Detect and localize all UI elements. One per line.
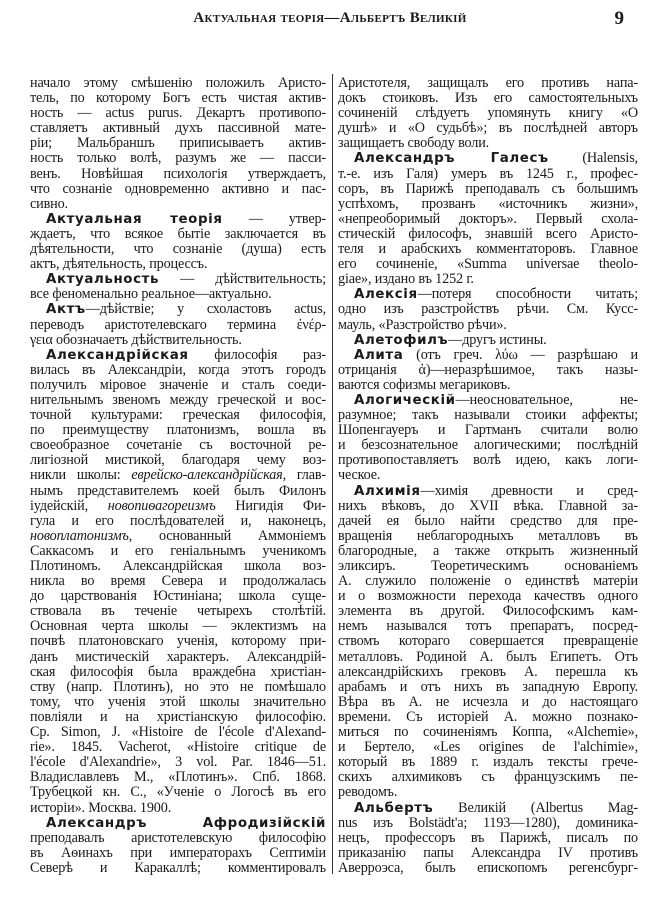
text-line: [30, 182, 326, 197]
entry-headword: Альбертъ: [354, 800, 434, 816]
entry-headword: Алексія: [354, 287, 418, 303]
text-line: [30, 76, 326, 91]
text-line: [30, 348, 326, 363]
entry-headword: Актъ: [46, 302, 86, 318]
text-line: [30, 468, 326, 483]
line-text: ствовала въ теченіе четырехъ столѣтій.: [30, 604, 326, 620]
line-text: данъ мистическій характеръ. Александрій-: [30, 649, 326, 665]
line-text: , основанный Аммоніемъ: [128, 528, 326, 544]
text-line: [338, 257, 638, 272]
line-text: эликсиръ. Теоретическимъ основаніемъ: [338, 559, 638, 574]
line-text: скихъ алхимиковъ съ французскимъ пе-: [338, 770, 638, 786]
text-line: [338, 529, 638, 544]
line-text: —дѣйствіе; у схоластовъ actus,: [85, 302, 326, 318]
line-text: металловъ. Родиной А. былъ Египетъ. Отъ: [338, 649, 638, 665]
text-line: [338, 665, 638, 680]
text-column-right: [338, 76, 638, 876]
entry-headword: Алогическій: [354, 392, 456, 408]
line-text: точной культурами: греческая философія,: [30, 408, 326, 424]
text-line: [338, 619, 638, 634]
text-line: [30, 151, 326, 166]
line-text: Аверроэса, былъ епископомъ регенсбург-: [338, 860, 638, 876]
line-text: дѣятельности, что сознаніе (душа) есть: [30, 242, 326, 258]
line-text: въ Аѳинахъ при императорахъ Септиміи: [30, 845, 326, 861]
line-text: никли школы:: [30, 468, 132, 484]
line-text: «непреоборимый докторъ». Первый схола-: [338, 211, 638, 227]
text-line: [30, 740, 326, 755]
line-text: успѣхомъ, прозванъ «источникъ жизни»,: [338, 196, 638, 212]
line-text: ность — actus purus. Декартъ противопо-: [30, 106, 326, 122]
text-line: [30, 197, 326, 212]
text-line: [338, 755, 638, 770]
text-line: [30, 242, 326, 257]
line-text: Северѣ и Каракаллѣ; комментировалъ: [30, 860, 326, 876]
text-line: [30, 831, 326, 846]
text-line: [30, 770, 326, 785]
text-line: [30, 91, 326, 106]
text-line: [338, 846, 638, 861]
line-text: Трубецкой кн. С., «Ученіе о Логосѣ въ его: [30, 785, 326, 801]
running-title: Актуальная теорія—Альбертъ Великій: [193, 10, 467, 26]
text-line: [338, 287, 638, 302]
line-text: александрійскихъ грековъ А. перешла къ: [338, 664, 638, 680]
text-line: [30, 604, 326, 619]
page-number: 9: [614, 8, 624, 29]
text-line: [338, 333, 638, 348]
line-text: Аристотеля, защищалъ его противъ напа-: [338, 76, 638, 91]
line-text: Нигидія Фи-: [215, 498, 326, 514]
line-text: —другъ истины.: [448, 332, 547, 348]
text-line: [30, 106, 326, 121]
line-text: т.-е. изъ Галя) умеръ въ 1245 г., профес-: [338, 166, 638, 182]
text-column-left: [30, 76, 326, 876]
line-text: іудейскій,: [30, 498, 108, 514]
text-line: [338, 831, 638, 846]
line-text: соръ, въ Парижѣ преподавалъ съ большимъ: [338, 181, 638, 197]
text-line: [338, 302, 638, 317]
text-line: [30, 257, 326, 272]
text-line: [338, 484, 638, 499]
line-text: реводомъ.: [338, 785, 398, 801]
line-text: Шопенгауеръ и Гартманъ считали волю: [338, 423, 638, 439]
text-line: [338, 725, 638, 740]
line-text: немъ назывался тотъ препаратъ, посред-: [338, 619, 638, 635]
line-text: своеобразное сочетаніе съ восточной ре-: [30, 438, 326, 454]
entry-headword: Алетофилъ: [354, 332, 449, 348]
text-line: [30, 695, 326, 710]
line-text: А. служило положеніе о единствѣ матеріи: [338, 574, 638, 590]
text-line: [30, 363, 326, 378]
text-line: [338, 227, 638, 242]
line-text: лигіозной мистикой, благодаря чему воз-: [30, 453, 326, 469]
line-text: одно изъ разстройствъ рѣчи. См. Кусс-: [338, 302, 638, 318]
line-text: начало этому смѣшенію положилъ Аристо-: [30, 76, 326, 91]
text-line: [30, 846, 326, 861]
line-text: ваются софизмы мегариковъ.: [338, 377, 511, 393]
text-line: [338, 514, 638, 529]
line-text: вилась въ Александріи, когда этотъ городъ: [30, 362, 326, 378]
line-text: душѣ» и «О судьбѣ»; въ послѣдней авторъ: [338, 121, 638, 137]
text-line: [30, 725, 326, 740]
line-text: дачей ея было найти средство для пре-: [338, 513, 638, 529]
line-text: Владиславлевъ М., «Плотинъ». Спб. 1868.: [30, 770, 326, 786]
text-line: [338, 167, 638, 182]
text-line: [30, 393, 326, 408]
line-text: его сочиненіе, «Summa universae theolo-: [338, 257, 638, 273]
line-text: повліяли и на христіанскую философію.: [30, 709, 326, 725]
line-text: миться по сочиненіямъ Коппа, «Alchemie»,: [338, 725, 638, 741]
text-line: [338, 408, 638, 423]
line-text: ріи; Мальбраншъ приписываетъ актив-: [30, 136, 326, 152]
line-text: разумное; такъ называли стоики аффекты;: [338, 408, 638, 424]
entry-headword: Актуальная теорія: [46, 211, 223, 227]
line-text: , глав-: [282, 468, 326, 484]
text-line: [30, 785, 326, 800]
line-text: противопоставляетъ волѣ идею, какъ логи-: [338, 453, 638, 469]
line-text: Ср. Simon, J. «Histoire de l'école d'Alexand-: [30, 725, 326, 741]
line-text: тому, что ученія этой школы значительно: [30, 694, 326, 710]
text-line: [30, 589, 326, 604]
line-text: получилъ міровое значеніе и сталъ соеди-: [30, 377, 326, 393]
line-text: отрицанія ἀ)—неразрѣшимое, такъ назы-: [338, 362, 638, 378]
line-text: (Halensis,: [548, 151, 638, 167]
line-text: l'école d'Alexandrie», 3 vol. Par. 1846—51.: [30, 755, 326, 771]
line-text: приказанію папы Александра IV противъ: [338, 845, 638, 861]
text-line: [30, 574, 326, 589]
text-line: [338, 499, 638, 514]
text-line: [338, 106, 638, 121]
line-text: и о возможности перехода качествъ одного: [338, 589, 638, 605]
text-line: [338, 91, 638, 106]
line-text: сивно.: [30, 196, 68, 212]
line-text: —химія древности и сред-: [420, 483, 638, 499]
line-text: Вѣра въ А. не исчезла и до настоящаго: [338, 694, 638, 710]
line-text: до царствованія Юстиніана; школа суще-: [30, 589, 326, 605]
line-text: Великій (Albertus Mag-: [433, 800, 638, 816]
line-text: все феноменально реальное—актуально.: [30, 287, 272, 303]
text-line: [30, 272, 326, 287]
text-line: [338, 604, 638, 619]
text-line: [30, 423, 326, 438]
text-line: [30, 484, 326, 499]
line-text: который въ 1889 г. издалъ тексты грече-: [338, 755, 638, 771]
line-text: —неосновательное, не-: [455, 392, 638, 408]
text-line: [338, 650, 638, 665]
line-text: тель, по которому Богъ есть чистая актив-: [30, 91, 326, 107]
text-line: [30, 453, 326, 468]
text-line: [338, 182, 638, 197]
line-text: γεια обозначаетъ дѣйствительность.: [30, 332, 242, 348]
text-line: [338, 801, 638, 816]
text-line: [338, 770, 638, 785]
text-line: [30, 408, 326, 423]
text-line: [30, 121, 326, 136]
text-line: [30, 801, 326, 816]
text-line: [30, 499, 326, 514]
line-text: преподавалъ аристотелевскую философію: [30, 830, 326, 846]
line-text: элемента въ другой. Философскимъ кам-: [338, 604, 638, 620]
text-line: [338, 212, 638, 227]
line-text: философія раз-: [188, 347, 326, 363]
running-header: [0, 8, 650, 30]
text-line: [338, 468, 638, 483]
line-text: почвѣ платоновскаго ученія, которому при-: [30, 634, 326, 650]
text-line: [30, 318, 326, 333]
text-line: [30, 559, 326, 574]
text-line: [338, 710, 638, 725]
line-text: ставляетъ активный духъ пассивной мате-: [30, 121, 326, 137]
text-line: [338, 574, 638, 589]
text-line: [338, 680, 638, 695]
text-line: [338, 816, 638, 831]
line-text: по преимуществу платонизмъ, вошла въ: [30, 423, 326, 439]
line-text: — утвер-: [222, 211, 326, 227]
line-text: что сознаніе одновременно активно и пас-: [30, 181, 326, 197]
line-text: теля и арабскихъ комментаторовъ. Главное: [338, 242, 638, 258]
line-text: переводъ аристотелевскаго термина ἐνέρ-: [30, 317, 326, 333]
line-text: ность только волѣ, разумъ же — пасси-: [30, 151, 326, 167]
line-text: —потеря способности читать;: [417, 287, 638, 303]
line-text: нительнымъ звеномъ между греческой и вос-: [30, 392, 326, 408]
line-text: времени. Съ исторіей А. можно познако-: [338, 709, 638, 725]
text-line: [30, 136, 326, 151]
line-text: ская философія была враждебна христіан-: [30, 664, 326, 680]
line-text: Саккасомъ и его геніальнымъ ученикомъ: [30, 543, 326, 559]
line-text: rie». 1845. Vacherot, «Histoire critique de: [30, 740, 326, 756]
text-line: [338, 121, 638, 136]
line-text: венъ. Новѣйшая психологія утверждаетъ,: [30, 166, 326, 182]
line-text: ствомъ котораго совершается превращеніе: [338, 634, 638, 650]
text-line: [30, 619, 326, 634]
text-line: [338, 378, 638, 393]
text-line: [338, 695, 638, 710]
text-line: [338, 423, 638, 438]
text-line: [30, 755, 326, 770]
italic-term: новоплатонизмъ: [30, 528, 129, 544]
text-line: [30, 514, 326, 529]
text-line: [30, 287, 326, 302]
line-text: нихъ вѣковъ, до XVII вѣка. Главной за-: [338, 498, 638, 514]
text-line: [338, 136, 638, 151]
line-text: стическій философъ, знавшій всего Аристо-: [338, 226, 638, 242]
text-line: [338, 242, 638, 257]
line-text: докъ стоиковъ. Изъ его самостоятельныхъ: [338, 91, 638, 107]
text-line: [338, 589, 638, 604]
line-text: — дѣйствительность;: [159, 272, 326, 288]
line-text: giae», издано въ 1252 г.: [338, 272, 474, 288]
text-line: [338, 197, 638, 212]
text-line: [30, 333, 326, 348]
line-text: ждаетъ, что всякое бытіе заключается въ: [30, 226, 326, 242]
line-text: актъ, дѣятельность, процессъ.: [30, 257, 208, 273]
text-line: [30, 680, 326, 695]
text-line: [30, 438, 326, 453]
text-line: [30, 529, 326, 544]
entry-headword: Александръ Афродизійскій: [46, 815, 326, 831]
italic-term: еврейско-александрійская: [131, 468, 283, 484]
text-line: [30, 212, 326, 227]
text-line: [30, 665, 326, 680]
text-line: [30, 650, 326, 665]
line-text: ческое.: [338, 468, 381, 484]
line-text: благородные, а также открыть жизненный: [338, 543, 638, 559]
line-text: исторіи». Москва. 1900.: [30, 800, 172, 816]
text-line: [338, 151, 638, 166]
line-text: сочиненій слѣдуетъ упомянуть книгу «О: [338, 106, 638, 122]
text-line: [30, 167, 326, 182]
line-text: никла во время Севера и продолжалась: [30, 574, 326, 590]
line-text: гула и его послѣдователей и, наконецъ,: [30, 513, 326, 529]
text-line: [338, 318, 638, 333]
text-line: [338, 785, 638, 800]
entry-headword: Алита: [354, 347, 404, 363]
text-line: [338, 740, 638, 755]
text-line: [30, 544, 326, 559]
column-divider: [332, 74, 333, 874]
text-line: [338, 559, 638, 574]
text-line: [30, 227, 326, 242]
text-line: [338, 634, 638, 649]
line-text: мауль, «Разстройство рѣчи».: [338, 317, 507, 333]
text-line: [338, 272, 638, 287]
line-text: нымъ представителемъ коей былъ Филонъ: [30, 483, 326, 499]
text-line: [338, 453, 638, 468]
line-text: арабамъ и отъ нихъ въ западную Европу.: [338, 679, 638, 695]
text-line: [30, 861, 326, 876]
line-text: (отъ греч. λύω — разрѣшаю и: [403, 347, 638, 363]
text-line: [338, 348, 638, 363]
line-text: Основная черта школы — эклектизмъ на: [30, 619, 326, 635]
text-line: [30, 710, 326, 725]
text-line: [338, 861, 638, 876]
text-line: [30, 634, 326, 649]
line-text: защищаетъ свободу воли.: [338, 136, 490, 152]
entry-headword: Алхимія: [354, 483, 421, 499]
text-line: [30, 816, 326, 831]
entry-headword: Александрійская: [46, 347, 189, 363]
text-line: [30, 302, 326, 317]
text-line: [338, 393, 638, 408]
line-text: нецъ, профессоръ въ Парижѣ, писалъ по: [338, 830, 638, 846]
text-line: [338, 363, 638, 378]
text-line: [30, 378, 326, 393]
line-text: и безсознательное алогическими; послѣдній: [338, 438, 638, 454]
line-text: вращенія неблагородныхъ металловъ въ: [338, 528, 638, 544]
entry-headword: Актуальность: [46, 272, 160, 288]
text-line: [338, 544, 638, 559]
line-text: и Бертело, «Les origines de l'alchimie»,: [338, 740, 638, 756]
entry-headword: Александръ Галесъ: [354, 151, 549, 167]
text-line: [338, 438, 638, 453]
line-text: Плотиномъ. Александрійская школа воз-: [30, 559, 326, 574]
line-text: nus изъ Bolstädt'a; 1193—1280), доминика-: [338, 815, 638, 831]
italic-term: новопиѳагореизмъ: [107, 498, 216, 514]
line-text: ству (напр. Плотинъ), но это не помѣшало: [30, 679, 326, 695]
text-line: [338, 76, 638, 91]
